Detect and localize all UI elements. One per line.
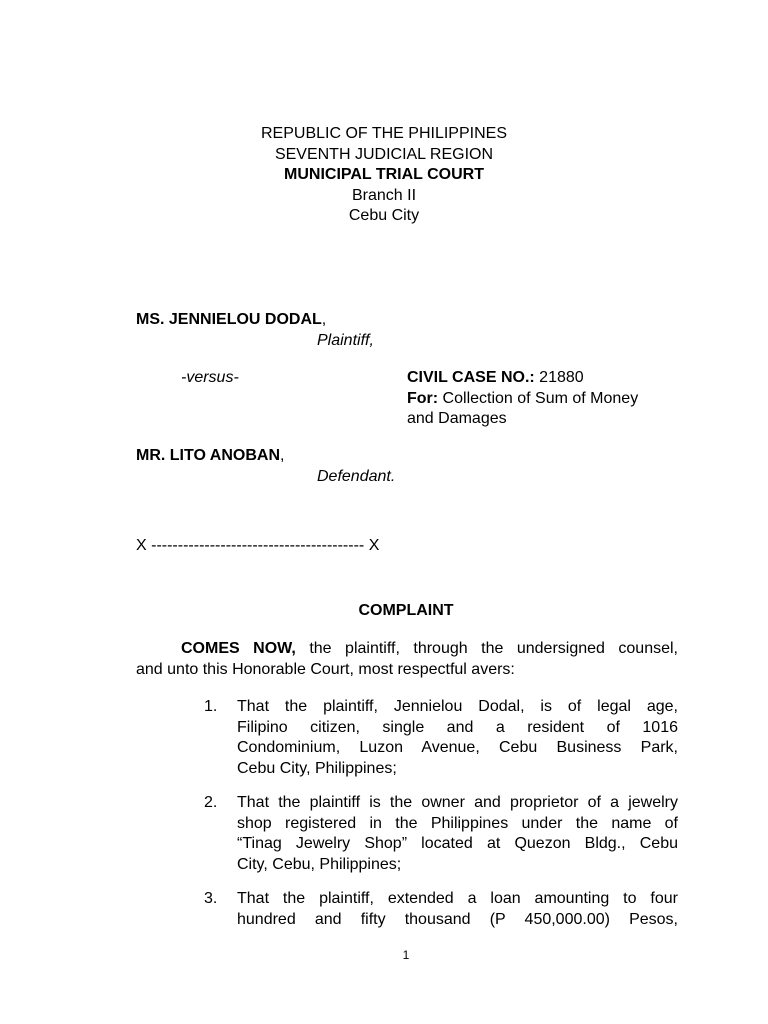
court-header [0,124,768,227]
item-text [237,697,678,779]
case-number-line [407,368,584,389]
intro-lead: COMES NOW, [181,640,296,657]
header-branch: Branch II [351,186,417,204]
intro-line-1-rest: the plaintiff, through the undersigned counsel, [295,640,679,657]
case-label: CIVIL CASE NO.: [407,369,535,386]
item-line: shop registered in the Philippines under the name of [237,814,678,832]
case-nature-2: and Damages [407,410,507,427]
intro-line-2: and unto this Honorable Court, most respectful avers: [136,660,515,678]
plaintiff-comma: , [321,311,327,328]
plaintiff-role: Plaintiff, [317,332,374,349]
defendant-role: Defendant. [317,468,396,485]
plaintiff-name: MS. JENNIELOU DODAL [136,311,322,328]
plaintiff-name-line [136,310,326,331]
item-line: Filipino citizen, single and a resident of 1016 [237,718,678,736]
header-region: SEVENTH JUDICIAL REGION [274,145,494,163]
item-line: That the plaintiff, Jennielou Dodal, is of legal age, [237,698,678,715]
for-label: For: [407,390,439,407]
item-line: Condominium, Luzon Avenue, Cebu Business Park, [237,739,678,756]
item-number: 2. [204,794,218,811]
intro-paragraph [136,639,678,680]
complaint-title: COMPLAINT [358,602,454,619]
item-line: Cebu City, Philippines; [237,759,397,777]
defendant-name: MR. LITO ANOBAN [136,447,280,464]
item-number: 3. [204,890,218,907]
defendant-name-line [136,446,284,467]
case-nature-line [407,389,638,410]
page-number: 1 [402,948,410,962]
versus-label: -versus- [181,369,239,386]
intro-line-1 [136,639,678,660]
item-line: City, Cebu, Philippines; [237,855,402,873]
case-nature-1: Collection of Sum of Money [438,390,639,407]
defendant-comma: , [280,447,285,464]
header-city: Cebu City [348,207,420,225]
header-court: MUNICIPAL TRIAL COURT [284,166,484,184]
item-text [237,793,678,875]
header-republic: REPUBLIC OF THE PHILIPPINES [261,125,507,142]
case-number: 21880 [534,369,584,386]
item-line: That the plaintiff is the owner and proprietor of a jewelry [237,794,678,811]
item-line: hundred and fifty thousand (P 450,000.00) Pesos, [237,910,678,928]
item-number: 1. [204,698,218,715]
item-line: “Tinag Jewelry Shop” located at Quezon Bldg., Cebu [237,835,678,852]
item-line: That the plaintiff, extended a loan amounting to four [237,890,678,907]
item-text [237,889,678,930]
caption-separator: X ---------------------------------------- X [136,537,380,554]
